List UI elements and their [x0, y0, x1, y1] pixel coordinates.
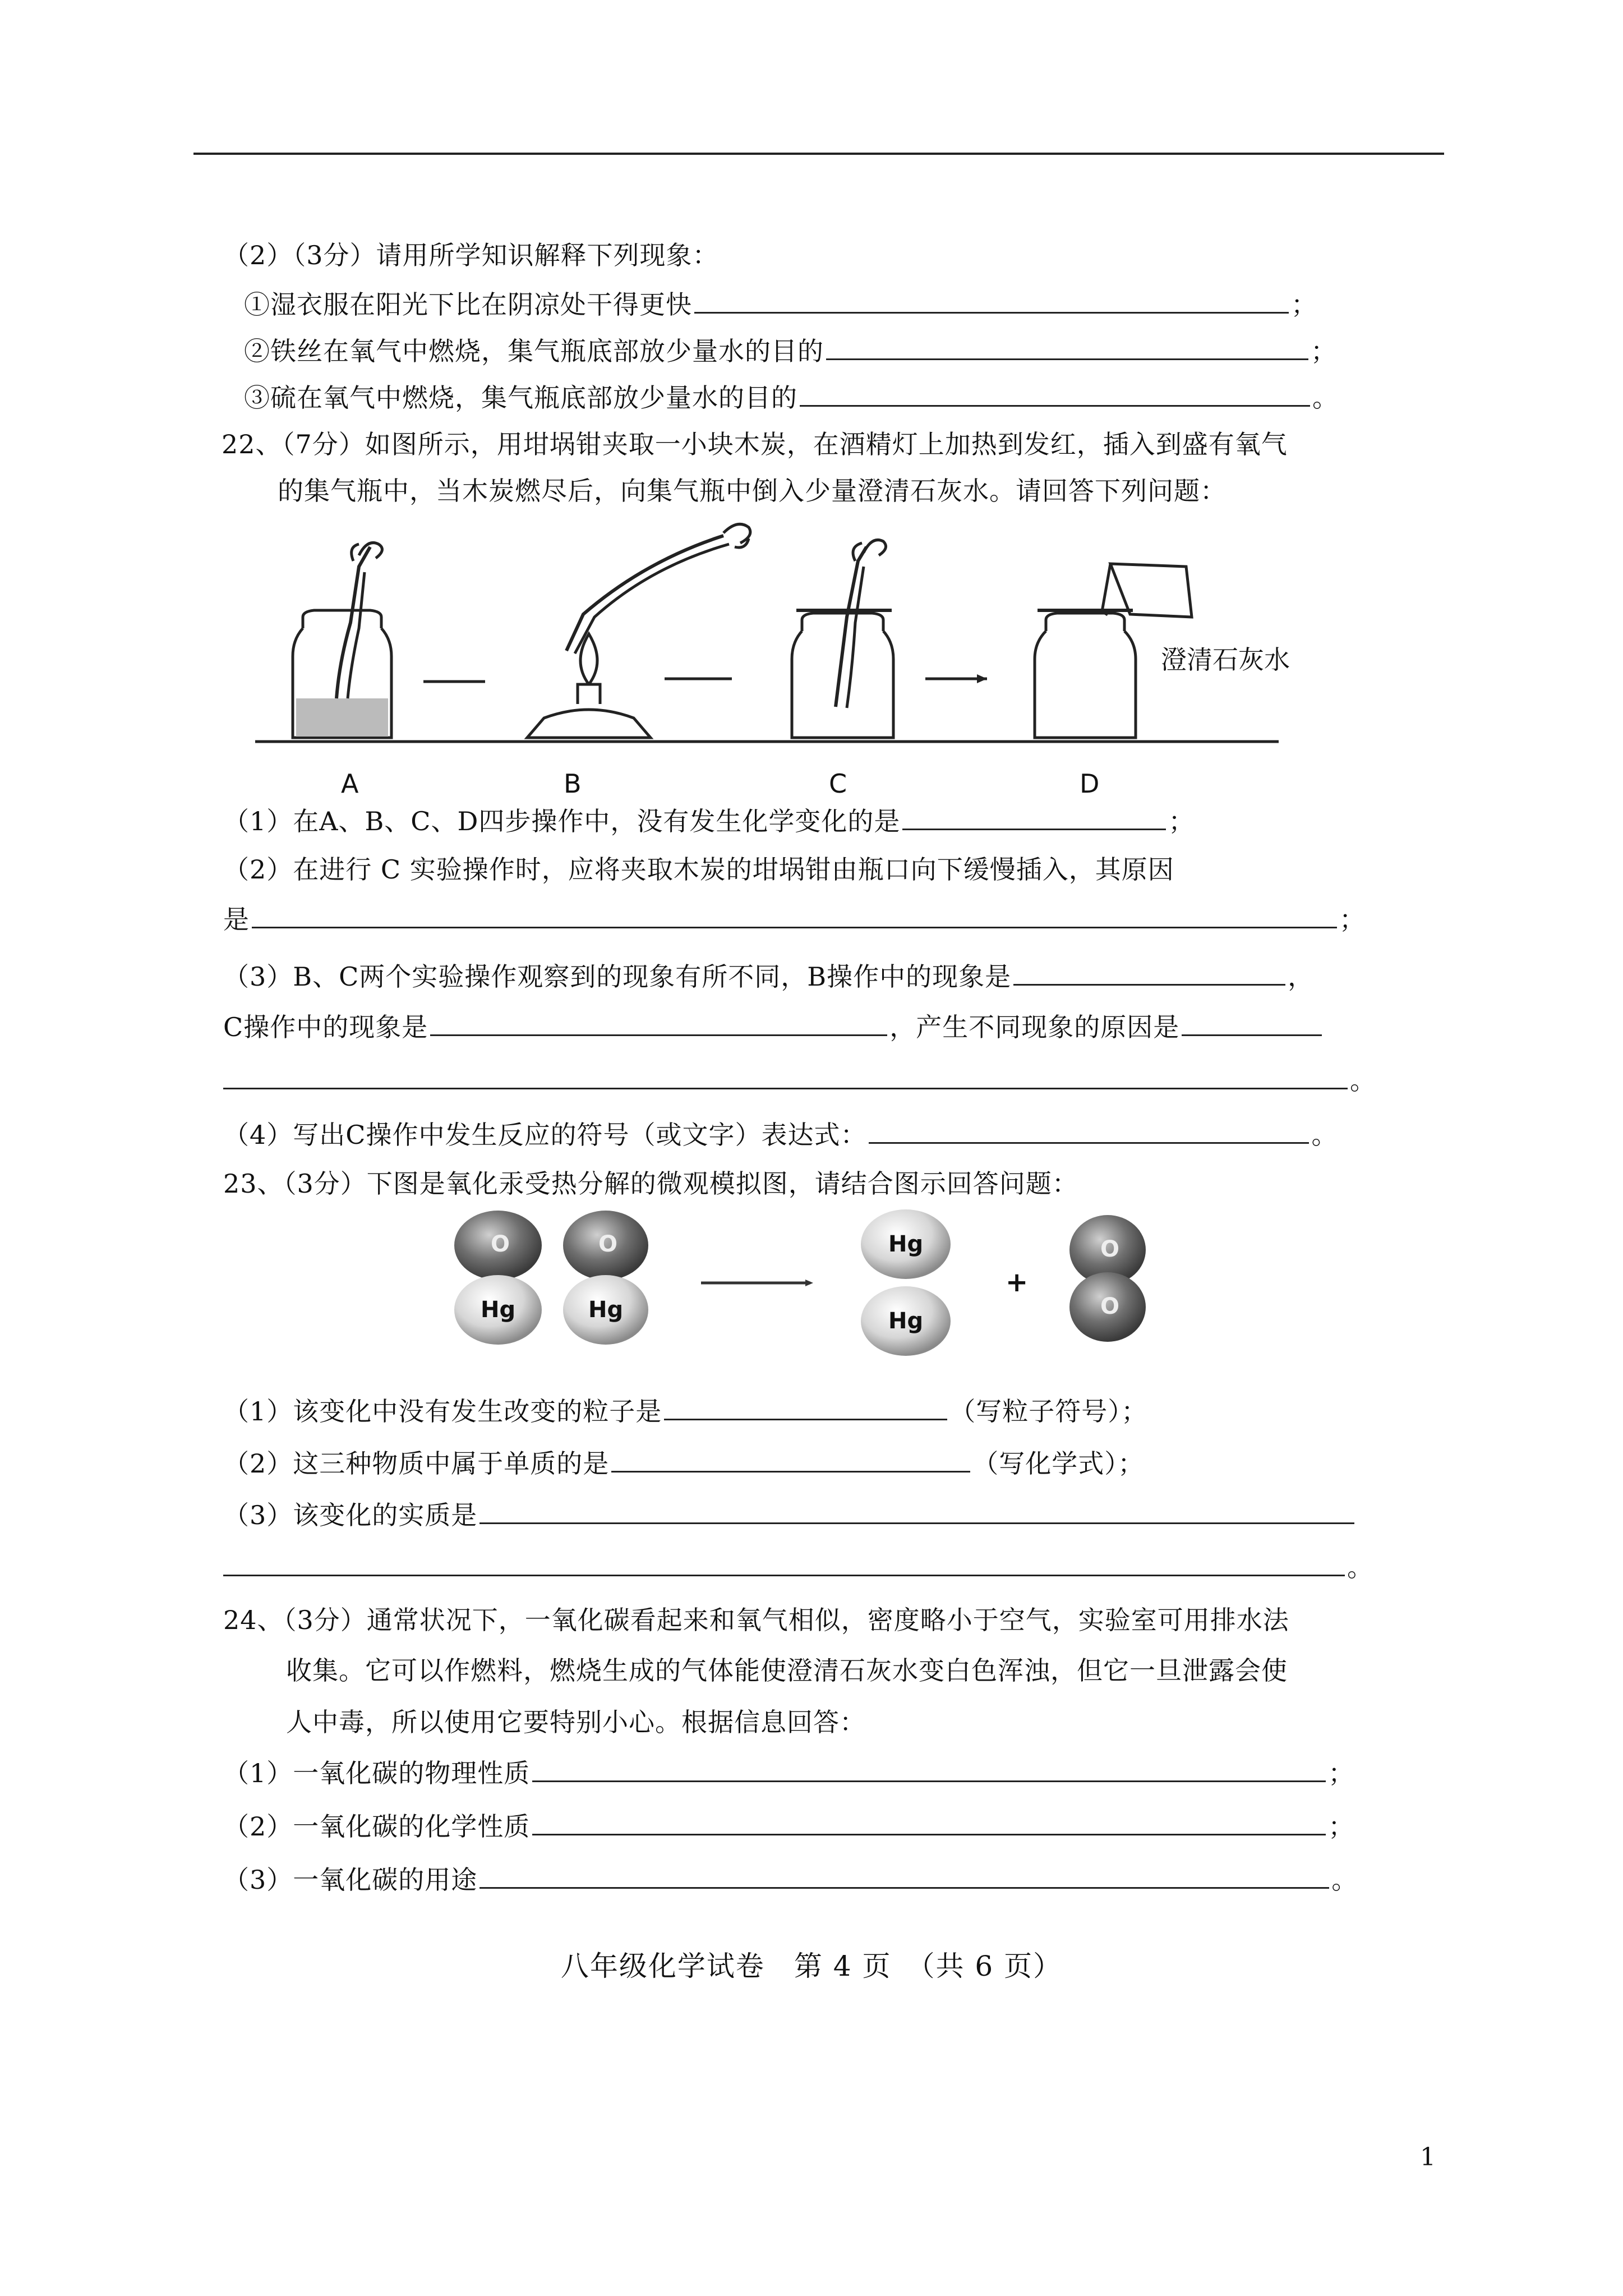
q21-item1: ①湿衣服在阳光下比在阴凉处干得更快 ；: [244, 287, 1317, 321]
q22-q3-line1: （3）B、C两个实验操作观察到的现象有所不同，B操作中的现象是 ，: [223, 959, 1314, 993]
q23-q1: （1）该变化中没有发生改变的粒子是 （写粒子符号）；: [223, 1394, 1147, 1428]
answer-blank[interactable]: [532, 1809, 1326, 1835]
atom-label-hg: Hg: [481, 1297, 516, 1323]
answer-blank[interactable]: [664, 1394, 947, 1420]
q22-intro-line1: 22、（7分）如图所示，用坩埚钳夹取一小块木炭，在酒精灯上加热到发红，插入到盛有氧气: [222, 429, 1288, 459]
q24-line2: 收集。它可以作燃料，燃烧生成的气体能使澄清石灰水变白色浑浊，但它一旦泄露会使: [286, 1655, 1288, 1686]
answer-blank[interactable]: [223, 1550, 1345, 1576]
q22-q2-line2: 是 ；: [223, 902, 1366, 936]
q22-q3-line3: 。: [223, 1063, 1376, 1097]
step-label-a: A: [341, 769, 359, 799]
page-number: 1: [1420, 2143, 1436, 2171]
q22-q4: （4）写出C操作中发生反应的符号（或文字）表达式： 。: [223, 1117, 1338, 1152]
atom-label-hg: Hg: [588, 1297, 624, 1323]
step-label-d: D: [1080, 769, 1100, 799]
q24-q2: （2）一氧化碳的化学性质 ；: [223, 1809, 1354, 1843]
q21-part2-header: （2）（3分）请用所学知识解释下列现象：: [223, 240, 719, 270]
q21-item3: ③硫在氧气中燃烧，集气瓶底部放少量水的目的 。: [244, 380, 1339, 415]
q22-intro-line2: 的集气瓶中，当木炭燃尽后，向集气瓶中倒入少量澄清石灰水。请回答下列问题：: [278, 476, 1227, 506]
q23-q2: （2）这三种物质中属于单质的是 （写化学式）；: [223, 1446, 1144, 1480]
answer-blank[interactable]: [479, 1498, 1354, 1524]
step-label-c: C: [829, 769, 847, 799]
step-label-b: B: [564, 769, 582, 799]
q23-intro: 23、（3分）下图是氧化汞受热分解的微观模拟图，请结合图示回答问题：: [223, 1168, 1078, 1199]
q24-q3: （3）一氧化碳的用途 。: [223, 1862, 1358, 1897]
atom-label-o: O: [491, 1231, 510, 1257]
answer-blank[interactable]: [532, 1756, 1326, 1782]
page-footer: 八年级化学试卷 第 4 页 （共 6 页）: [560, 1950, 1063, 1982]
q24-line1: 24、（3分）通常状况下，一氧化碳看起来和氧气相似，密度略小于空气，实验室可用排水法: [223, 1605, 1289, 1635]
q23-q3: （3）该变化的实质是: [223, 1498, 1357, 1532]
limewater-label: 澄清石灰水: [1161, 645, 1290, 675]
atom-label-o: O: [598, 1231, 618, 1257]
atom-label-hg: Hg: [888, 1231, 924, 1257]
atom-label-hg: Hg: [888, 1308, 924, 1334]
atom-label-o: O: [1100, 1294, 1120, 1319]
q24-q1: （1）一氧化碳的物理性质 ；: [223, 1756, 1354, 1790]
q22-q3-line2: C操作中的现象是 ，产生不同现象的原因是: [223, 1010, 1324, 1044]
q22-q1: （1）在A、B、C、D四步操作中，没有发生化学变化的是 ；: [223, 804, 1195, 838]
answer-blank[interactable]: [479, 1862, 1329, 1889]
q23-q3-line2: 。: [223, 1550, 1373, 1584]
q21-item2: ②铁丝在氧气中燃烧，集气瓶底部放少量水的目的 ；: [244, 334, 1337, 368]
atom-label-o: O: [1100, 1236, 1120, 1262]
q24-line3: 人中毒，所以使用它要特别小心。根据信息回答：: [286, 1707, 866, 1737]
answer-blank[interactable]: [611, 1446, 970, 1473]
q22-q2-line1: （2）在进行 C 实验操作时，应将夹取木炭的坩埚钳由瓶口向下缓慢插入，其原因: [223, 854, 1174, 885]
plus-sign: +: [1006, 1267, 1029, 1298]
